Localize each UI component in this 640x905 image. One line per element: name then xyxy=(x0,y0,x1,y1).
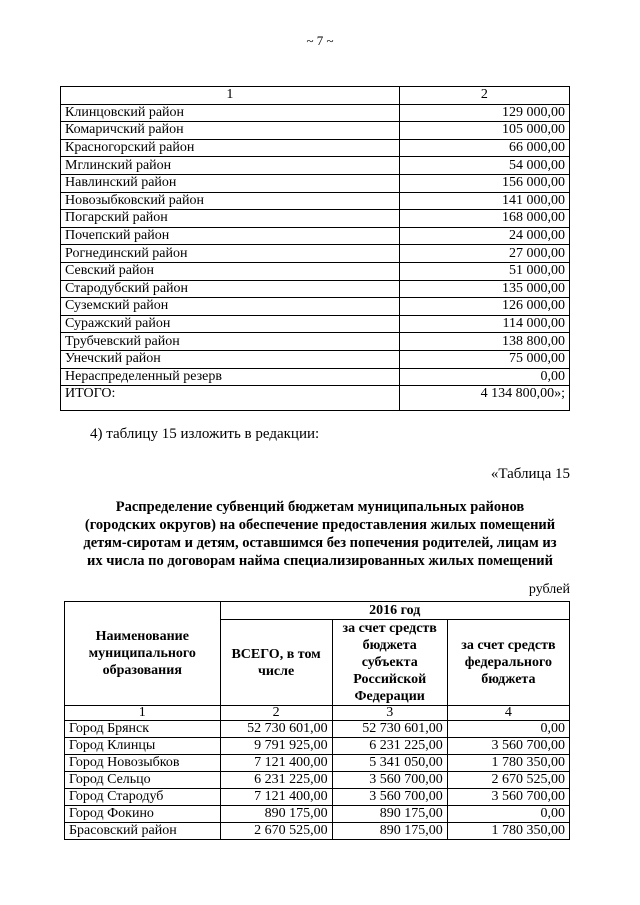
table-row xyxy=(61,157,570,175)
municipality-name: Город Сельцо xyxy=(65,772,221,789)
table-row xyxy=(61,104,570,122)
district-name: Суземский район xyxy=(61,298,400,316)
total-amount: 7 121 400,00 xyxy=(220,755,332,772)
table-row xyxy=(65,806,570,823)
header-federal-budget: за счет средств федерального бюджета xyxy=(447,620,569,706)
municipality-name: Город Фокино xyxy=(65,806,221,823)
district-amount: 4 134 800,00»; xyxy=(399,386,569,411)
column-number: 3 xyxy=(332,706,447,721)
table-row xyxy=(61,210,570,228)
district-amount: 168 000,00 xyxy=(399,210,569,228)
district-name: Суражский район xyxy=(61,315,400,333)
district-name: ИТОГО: xyxy=(61,386,400,411)
table-row xyxy=(61,174,570,192)
total-amount: 890 175,00 xyxy=(220,806,332,823)
district-amount: 141 000,00 xyxy=(399,192,569,210)
district-name: Мглинский район xyxy=(61,157,400,175)
district-name: Рогнединский район xyxy=(61,245,400,263)
municipality-name: Город Клинцы xyxy=(65,738,221,755)
district-name: Красногорский район xyxy=(61,139,400,157)
header-year: 2016 год xyxy=(220,602,569,620)
subject-amount: 3 560 700,00 xyxy=(332,789,447,806)
table-row xyxy=(61,333,570,351)
subject-amount: 3 560 700,00 xyxy=(332,772,447,789)
districts-table xyxy=(60,86,570,411)
total-amount: 2 670 525,00 xyxy=(220,823,332,840)
district-name: Унечский район xyxy=(61,350,400,368)
subject-amount: 6 231 225,00 xyxy=(332,738,447,755)
header-subject-budget: за счет средств бюджета субъекта Российской Федерации xyxy=(332,620,447,706)
district-amount: 126 000,00 xyxy=(399,298,569,316)
district-amount: 114 000,00 xyxy=(399,315,569,333)
page-number: ~ 7 ~ xyxy=(306,33,334,48)
table-row xyxy=(61,139,570,157)
subventions-table xyxy=(64,601,570,840)
table-row xyxy=(61,245,570,263)
subject-amount: 890 175,00 xyxy=(332,806,447,823)
column-number: 2 xyxy=(220,706,332,721)
municipality-name: Город Брянск xyxy=(65,721,221,738)
title-line: детям-сиротам и детям, оставшимся без попечения родителей, лицам из xyxy=(83,535,557,551)
table-row xyxy=(61,262,570,280)
district-amount: 129 000,00 xyxy=(399,104,569,122)
column-number: 2 xyxy=(399,87,569,105)
subject-amount: 5 341 050,00 xyxy=(332,755,447,772)
federal-amount: 0,00 xyxy=(447,806,569,823)
column-number: 4 xyxy=(447,706,569,721)
column-number: 1 xyxy=(65,706,221,721)
federal-amount: 3 560 700,00 xyxy=(447,789,569,806)
units-label: рублей xyxy=(528,582,570,597)
table-row xyxy=(61,227,570,245)
table-row xyxy=(61,386,570,411)
table-row xyxy=(61,298,570,316)
federal-amount: 2 670 525,00 xyxy=(447,772,569,789)
title-line: Распределение субвенций бюджетам муниципальных районов xyxy=(115,499,525,515)
table-row xyxy=(65,738,570,755)
title-line: (городских округов) на обеспечение предоставления жилых помещений xyxy=(84,517,556,533)
header-municipality: Наименование муниципального образования xyxy=(65,602,221,706)
district-amount: 135 000,00 xyxy=(399,280,569,298)
district-amount: 138 800,00 xyxy=(399,333,569,351)
column-numbers-row xyxy=(65,706,570,721)
district-name: Трубчевский район xyxy=(61,333,400,351)
district-amount: 156 000,00 xyxy=(399,174,569,192)
federal-amount: 1 780 350,00 xyxy=(447,755,569,772)
district-amount: 54 000,00 xyxy=(399,157,569,175)
table-row xyxy=(65,772,570,789)
table-row xyxy=(61,350,570,368)
district-amount: 66 000,00 xyxy=(399,139,569,157)
subject-amount: 890 175,00 xyxy=(332,823,447,840)
district-name: Стародубский район xyxy=(61,280,400,298)
municipality-name: Город Новозыбков xyxy=(65,755,221,772)
table-row xyxy=(61,315,570,333)
district-name: Почепский район xyxy=(61,227,400,245)
district-name: Навлинский район xyxy=(61,174,400,192)
header-total: ВСЕГО, в том числе xyxy=(220,620,332,706)
district-name: Клинцовский район xyxy=(61,104,400,122)
total-amount: 9 791 925,00 xyxy=(220,738,332,755)
district-name: Севский район xyxy=(61,262,400,280)
table-row xyxy=(61,122,570,140)
table-row xyxy=(65,721,570,738)
total-amount: 52 730 601,00 xyxy=(220,721,332,738)
federal-amount: 0,00 xyxy=(447,721,569,738)
column-number: 1 xyxy=(61,87,400,105)
table-row xyxy=(65,789,570,806)
total-amount: 6 231 225,00 xyxy=(220,772,332,789)
district-name: Новозыбковский район xyxy=(61,192,400,210)
district-name: Комаричский район xyxy=(61,122,400,140)
district-amount: 0,00 xyxy=(399,368,569,386)
district-amount: 27 000,00 xyxy=(399,245,569,263)
district-amount: 105 000,00 xyxy=(399,122,569,140)
federal-amount: 3 560 700,00 xyxy=(447,738,569,755)
district-amount: 51 000,00 xyxy=(399,262,569,280)
subject-amount: 52 730 601,00 xyxy=(332,721,447,738)
table-row xyxy=(61,192,570,210)
total-amount: 7 121 400,00 xyxy=(220,789,332,806)
district-amount: 24 000,00 xyxy=(399,227,569,245)
federal-amount: 1 780 350,00 xyxy=(447,823,569,840)
amendment-note: 4) таблицу 15 изложить в редакции: xyxy=(90,426,320,442)
table-title xyxy=(60,498,580,570)
district-name: Нераспределенный резерв xyxy=(61,368,400,386)
table-row xyxy=(61,280,570,298)
table-row xyxy=(61,368,570,386)
district-name: Погарский район xyxy=(61,210,400,228)
table-header-row xyxy=(61,87,570,105)
table-header-row xyxy=(65,602,570,620)
district-amount: 75 000,00 xyxy=(399,350,569,368)
table-row xyxy=(65,755,570,772)
municipality-name: Брасовский район xyxy=(65,823,221,840)
title-line: их числа по договорам найма специализированных жилых помещений xyxy=(86,553,554,569)
table-label: «Таблица 15 xyxy=(490,466,570,482)
municipality-name: Город Стародуб xyxy=(65,789,221,806)
table-row xyxy=(65,823,570,840)
